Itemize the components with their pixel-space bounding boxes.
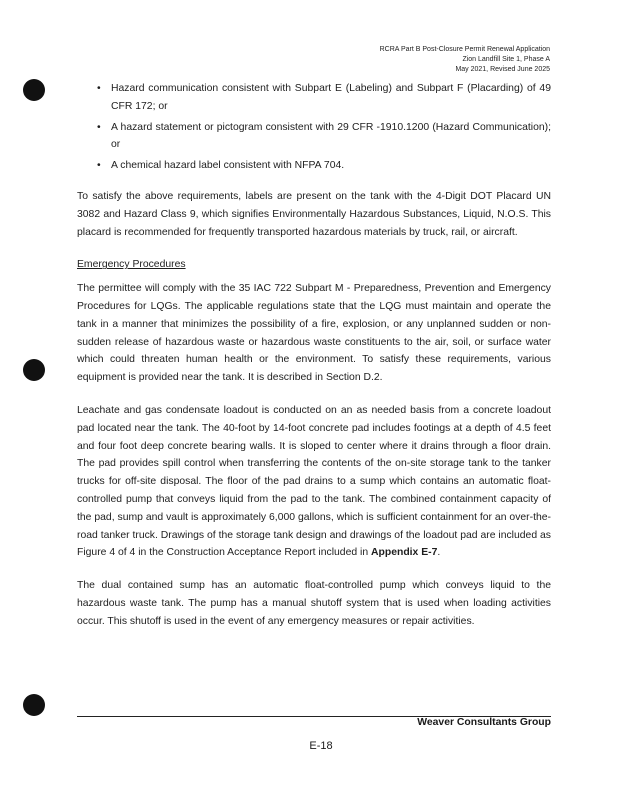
paragraph-loadout bbox=[77, 402, 551, 562]
list-item-text: A hazard statement or pictogram consistent with 29 CFR -1910.1200 (Hazard Communication); or bbox=[111, 121, 551, 151]
punch-hole-top bbox=[23, 79, 45, 101]
appendix-reference: Appendix E-7 bbox=[371, 547, 438, 559]
footer-company: Weaver Consultants Group bbox=[417, 717, 551, 728]
punch-hole-middle bbox=[23, 359, 45, 381]
requirements-list bbox=[77, 80, 551, 175]
page-body bbox=[77, 80, 551, 631]
bullet-icon: • bbox=[97, 83, 101, 94]
bullet-icon: • bbox=[97, 121, 101, 133]
paragraph-emergency: The permittee will comply with the 35 IAC 722 Subpart M - Preparedness, Prevention and Emergency Procedures for LQGs. The applicable regulations state that the LQG must maintain and operate the tank in a manner that minimizes the possibility of a fire, explosion, or any unplanned sudden or non-sudden release of hazardous waste or hazardous waste constituents to the air, soil, or surface water which could threaten human health or the environment. To satisfy these requirements, various equipment is provided near the tank. It is described in Section D.2. bbox=[77, 283, 551, 384]
list-item-text: A chemical hazard label consistent with NFPA 704. bbox=[111, 160, 345, 172]
punch-hole-bottom bbox=[23, 694, 45, 716]
paragraph-loadout-text: Leachate and gas condensate loadout is conducted on an as needed basis from a concrete loadout pad located near the tank. The 40-foot by 14-foot concrete pad includes footings at a depth of 4.5 feet and four foot deep concrete bearing walls. It is sloped to center where it drains through a floor drain. The pad provides spill control when transferring the contents of the on-site storage tank to the tanker trucks for off-site disposal. The floor of the pad drains to a sump which contains an automatic float-controlled pump that conveys liquid from the pad to the tank. The combined containment capacity of the pad, sump and vault is approximately 6,000 gallons, which is sufficient containment for an over-the-road tanker truck. Drawings of the storage tank design and drawings of the loadout pad are included as Figure 4 of 4 in the Construction Acceptance Report included in bbox=[77, 404, 551, 559]
paragraph-labels: To satisfy the above requirements, labels are present on the tank with the 4-Digit DOT Placard UN 3082 and Hazard Class 9, which signifies Environmentally Hazardous Substances, Liquid, N.O.S. This placard is recommended for frequently transported hazardous materials by truck, rail, or aircraft. bbox=[77, 190, 551, 238]
bullet-icon: • bbox=[97, 160, 101, 172]
header-line-3: May 2021, Revised June 2025 bbox=[455, 66, 550, 73]
header-line-2: Zion Landfill Site 1, Phase A bbox=[462, 56, 550, 63]
header-line-1: RCRA Part B Post-Closure Permit Renewal Application bbox=[379, 46, 550, 53]
list-item bbox=[77, 80, 551, 116]
page-number: E-18 bbox=[309, 740, 333, 752]
list-item-text: Hazard communication consistent with Subpart E (Labeling) and Subpart F (Placarding) of 49 CFR 172; or bbox=[111, 83, 551, 112]
paragraph-loadout-end: . bbox=[437, 547, 441, 559]
heading-emergency-procedures: Emergency Procedures bbox=[77, 259, 186, 271]
list-item bbox=[77, 119, 551, 155]
paragraph-sump: The dual contained sump has an automatic float-controlled pump which conveys liquid to the hazardous waste tank. The pump has a manual shutoff system that is used when loading activities occur. This shutoff is used in the event of any emergency measures or repair activities. bbox=[77, 580, 551, 627]
document-header bbox=[380, 45, 550, 75]
list-item bbox=[77, 157, 551, 175]
